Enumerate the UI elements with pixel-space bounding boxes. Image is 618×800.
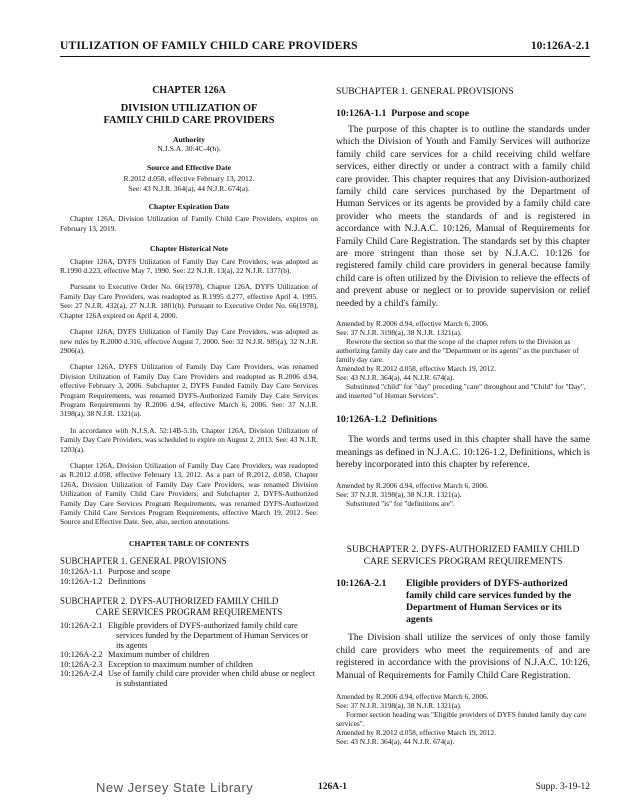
toc-item-number: 10:126A-2.3 bbox=[60, 659, 103, 669]
subchapter-2-line-1: SUBCHAPTER 2. DYFS-AUTHORIZED FAMILY CHILD bbox=[346, 544, 580, 556]
section-notes-1-2 bbox=[336, 481, 590, 508]
note-line: Former section heading was "Eligible providers of DYFS funded family day care services". bbox=[336, 709, 587, 728]
expiration-text: Chapter 126A, Division Utilization of Family Child Care Providers, expires on February 13, 2019. bbox=[60, 214, 318, 233]
toc-item-title: Purpose and scope bbox=[108, 567, 171, 577]
note-line: Amended by R.2006 d.94, effective March 6, 2006. bbox=[336, 691, 489, 701]
toc-item[interactable] bbox=[60, 577, 318, 587]
history-paragraph: Chapter 126A, DYFS Utilization of Family Day Care Providers, was adopted as R.1990 d.223, effective May 7, 1990. See: 22 N.J.R. 13(a), 22 N.J.R. 1377(b). bbox=[60, 256, 318, 276]
section-number: 10:126A-2.1 bbox=[336, 578, 387, 590]
toc-heading: CHAPTER TABLE OF CONTENTS bbox=[129, 538, 249, 548]
note-line: See: 37 N.J.R. 3198(a), 38 N.J.R. 1321(a). bbox=[336, 490, 462, 500]
toc-item[interactable] bbox=[60, 621, 318, 650]
note-line: Substituted "child" for "day" preceding "care" throughout and "Child" for "Day", and inserted "of Human Services". bbox=[336, 382, 586, 401]
section-number: 10:126A-1.2 bbox=[336, 414, 387, 426]
chapter-title-line-1: DIVISION UTILIZATION OF bbox=[120, 103, 258, 114]
running-header bbox=[60, 40, 590, 57]
section-notes-2-1 bbox=[336, 692, 590, 746]
toc-subchapter-1: SUBCHAPTER 1. GENERAL PROVISIONS bbox=[60, 556, 227, 567]
left-column bbox=[60, 84, 318, 689]
supplement-date: Supp. 3-19-12 bbox=[535, 782, 590, 792]
subchapter-2-line-2: CARE SERVICES PROGRAM REQUIREMENTS bbox=[363, 556, 563, 568]
note-line: See: 37 N.J.R. 3198(a), 38 N.J.R. 1321(a). bbox=[336, 700, 462, 710]
note-line: Rewrote the section so that the scope of the chapter refers to the Division as authorizing family day care and the "Department or its agents" as the purchaser of family day care. bbox=[336, 337, 579, 365]
toc-item-number: 10:126A-2.4 bbox=[60, 669, 103, 679]
note-line: Amended by R.2012 d.058, effective March 19, 2012. bbox=[336, 364, 496, 374]
section-body-2-1: The Division shall utilize the services of only those family child care providers who meet the requirements of and are registered in accordance with the provisions of N.J.A.C. 10:126, Manual of Requirements for Family Child Care Registration. bbox=[336, 632, 590, 681]
history-paragraph: Chapter 126A, DYFS Utilization of Family Day Care Providers, was renamed Division Utilization of Family Day Care Providers and readopted as R.2006 d.94, effective February 3, 2006. Subchapter 2, DYFS Funded Family Day Care Services Program Requirements, was renamed DYFS-Authorized Family Day Care Services Program Requirements by R.2006 d.94, effective March 6, 2006. See: 37 N.J.R. 3198(a), 38 N.J.R. 1321(a). bbox=[60, 362, 318, 419]
note-line: Amended by R.2012 d.058, effective March 19, 2012. bbox=[336, 727, 496, 737]
authority-label: Authority bbox=[172, 135, 206, 144]
toc-item[interactable] bbox=[60, 650, 318, 660]
header-title: UTILIZATION OF FAMILY CHILD CARE PROVIDERS bbox=[60, 40, 358, 52]
toc-item-number: 10:126A-1.2 bbox=[60, 576, 103, 586]
note-line: Amended by R.2006 d.94, effective March 6, 2006. bbox=[336, 481, 489, 491]
note-line: See: 37 N.J.R. 3198(a), 38 N.J.R. 1321(a). bbox=[336, 328, 462, 338]
toc-item[interactable] bbox=[60, 567, 318, 577]
source-line-2: See: 43 N.J.R. 364(a), 44 N.J.R. 674(a). bbox=[128, 183, 250, 193]
page-footer bbox=[0, 778, 618, 794]
library-watermark: New Jersey State Library bbox=[96, 780, 254, 795]
note-line: Substituted "is" for "definitions are". bbox=[346, 499, 455, 509]
history-paragraph: Chapter 126A, DYFS Utilization of Family Day Care Providers, was adopted as new rules by R.2000 d.316, effective August 7, 2000. See: 32 N.J.R. 985(a), 32 N.J.R. 2906(a). bbox=[60, 327, 318, 355]
header-section-number: 10:126A-2.1 bbox=[530, 40, 590, 52]
toc-item-number: 10:126A-2.1 bbox=[60, 621, 103, 631]
chapter-title-line-2: FAMILY CHILD CARE PROVIDERS bbox=[103, 115, 275, 126]
section-body-1-2: The words and terms used in this chapter shall have the same meanings as defined in N.J.A.C. 10:126-1.2, Definitions, which is hereby incorporated into this chapter by reference. bbox=[336, 434, 590, 470]
section-heading-1-2 bbox=[336, 414, 590, 426]
source-label: Source and Effective Date bbox=[146, 162, 231, 172]
source-line-1: R.2012 d.058, effective February 13, 2012. bbox=[123, 174, 255, 184]
subchapter-2-heading bbox=[336, 544, 590, 568]
note-line: Amended by R.2006 d.94, effective March 6, 2006. bbox=[336, 319, 489, 329]
section-title: Eligible providers of DYFS-authorized family child care services funded by the Department of Human Services or its agents bbox=[406, 578, 572, 626]
section-heading-1-1 bbox=[336, 108, 590, 120]
note-line: See: 43 N.J.R. 364(a), 44 N.J.R. 674(a). bbox=[336, 736, 455, 746]
history-label: Chapter Historical Note bbox=[150, 244, 228, 254]
section-title: Definitions bbox=[391, 414, 437, 426]
toc-item[interactable] bbox=[60, 669, 318, 688]
toc-item[interactable] bbox=[60, 660, 318, 670]
toc-item-title: Definitions bbox=[108, 576, 146, 586]
right-column bbox=[336, 84, 590, 746]
section-body-1-1: The purpose of this chapter is to outline the standards under which the Division of Youth and Family Services will authorize family child care services for a child receiving child welfare services, either directly or under a contract with a family child care provider. This chapter requires that any Division-authorized family child care services purchased by the Department of Human Services or its agents be provided by a family child care provider who meets the standards of and is registered in accordance with N.J.A.C. 10:126, Manual of Requirements for Family Child Care Registration. The standards set by this chapter are more stringent than those set by N.J.A.C. 10:126 for registered family child care providers in general because family child care is often utilized by the Division to relieve the effects of and prevent abuse or neglect or to provide supervision or relief needed by a child's family. bbox=[336, 124, 590, 309]
note-line: See: 43 N.J.R. 364(a), 44 N.J.R. 674(a). bbox=[336, 373, 455, 383]
expiration-label: Chapter Expiration Date bbox=[148, 202, 230, 212]
toc-item-title: Eligible providers of DYFS-authorized family child care services funded by the Department of Human Services or its agents bbox=[108, 621, 309, 650]
toc-item-title: Maximum number of children bbox=[108, 650, 210, 660]
page-number: 126A-1 bbox=[318, 782, 348, 792]
history-paragraph: Pursuant to Executive Order No. 66(1978), Chapter 126A, DYFS Utilization of Family Day Care Providers, was readopted as R.1995 d.277, effective April 4, 1995. See: 27 N.J.R. 432(a), 27 N.J.R. 1801(b). Pursuant to Executive Order No. 66(1978), Chapter 126A expired on April 4, 2000. bbox=[60, 282, 318, 320]
history-paragraph: In accordance with N.J.S.A. 52:14B-5.1b, Chapter 126A, Division Utilization of Family Day Care Providers, was scheduled to expire on August 2, 2013. See: 43 N.J.R. 1203(a). bbox=[60, 425, 318, 454]
section-heading-2-1 bbox=[336, 578, 590, 626]
toc-subchapter-2-line-1: SUBCHAPTER 2. DYFS-AUTHORIZED FAMILY CHILD bbox=[60, 596, 279, 607]
chapter-number: CHAPTER 126A bbox=[152, 85, 226, 96]
history-paragraph: Chapter 126A, Division Utilization of Family Day Care Providers, was readopted as R.2012 d.058, effective February 13, 2012. As a part of R.2012, d.058, Chapter 126A, Division Utilization of Family Day Care Providers, was renamed Division Utilization of Family Child Care Providers; and Subchapter 2, DYFS-Authorized Family Day Care Services Program Requirements, was renamed DYFS-Authorized Family Child Care Services Program Requirements, effective March 19, 2012. See: Source and Effective Date. See, also, section annotations. bbox=[60, 460, 318, 527]
toc-item-number: 10:126A-2.2 bbox=[60, 650, 103, 660]
toc-item-title: Exception to maximum number of children bbox=[108, 659, 253, 669]
section-title: Purpose and scope bbox=[391, 108, 470, 119]
section-notes-1-1 bbox=[336, 319, 590, 400]
authority-text: N.J.S.A. 30:4C-4(h). bbox=[157, 144, 221, 154]
toc-item-number: 10:126A-1.1 bbox=[60, 567, 103, 577]
toc-subchapter-2-line-2: CARE SERVICES PROGRAM REQUIREMENTS bbox=[95, 607, 283, 618]
subchapter-1-heading: SUBCHAPTER 1. GENERAL PROVISIONS bbox=[336, 86, 514, 97]
toc-item-title: Use of family child care provider when child abuse or neglect is substantiated bbox=[108, 669, 315, 688]
section-number: 10:126A-1.1 bbox=[336, 108, 387, 119]
